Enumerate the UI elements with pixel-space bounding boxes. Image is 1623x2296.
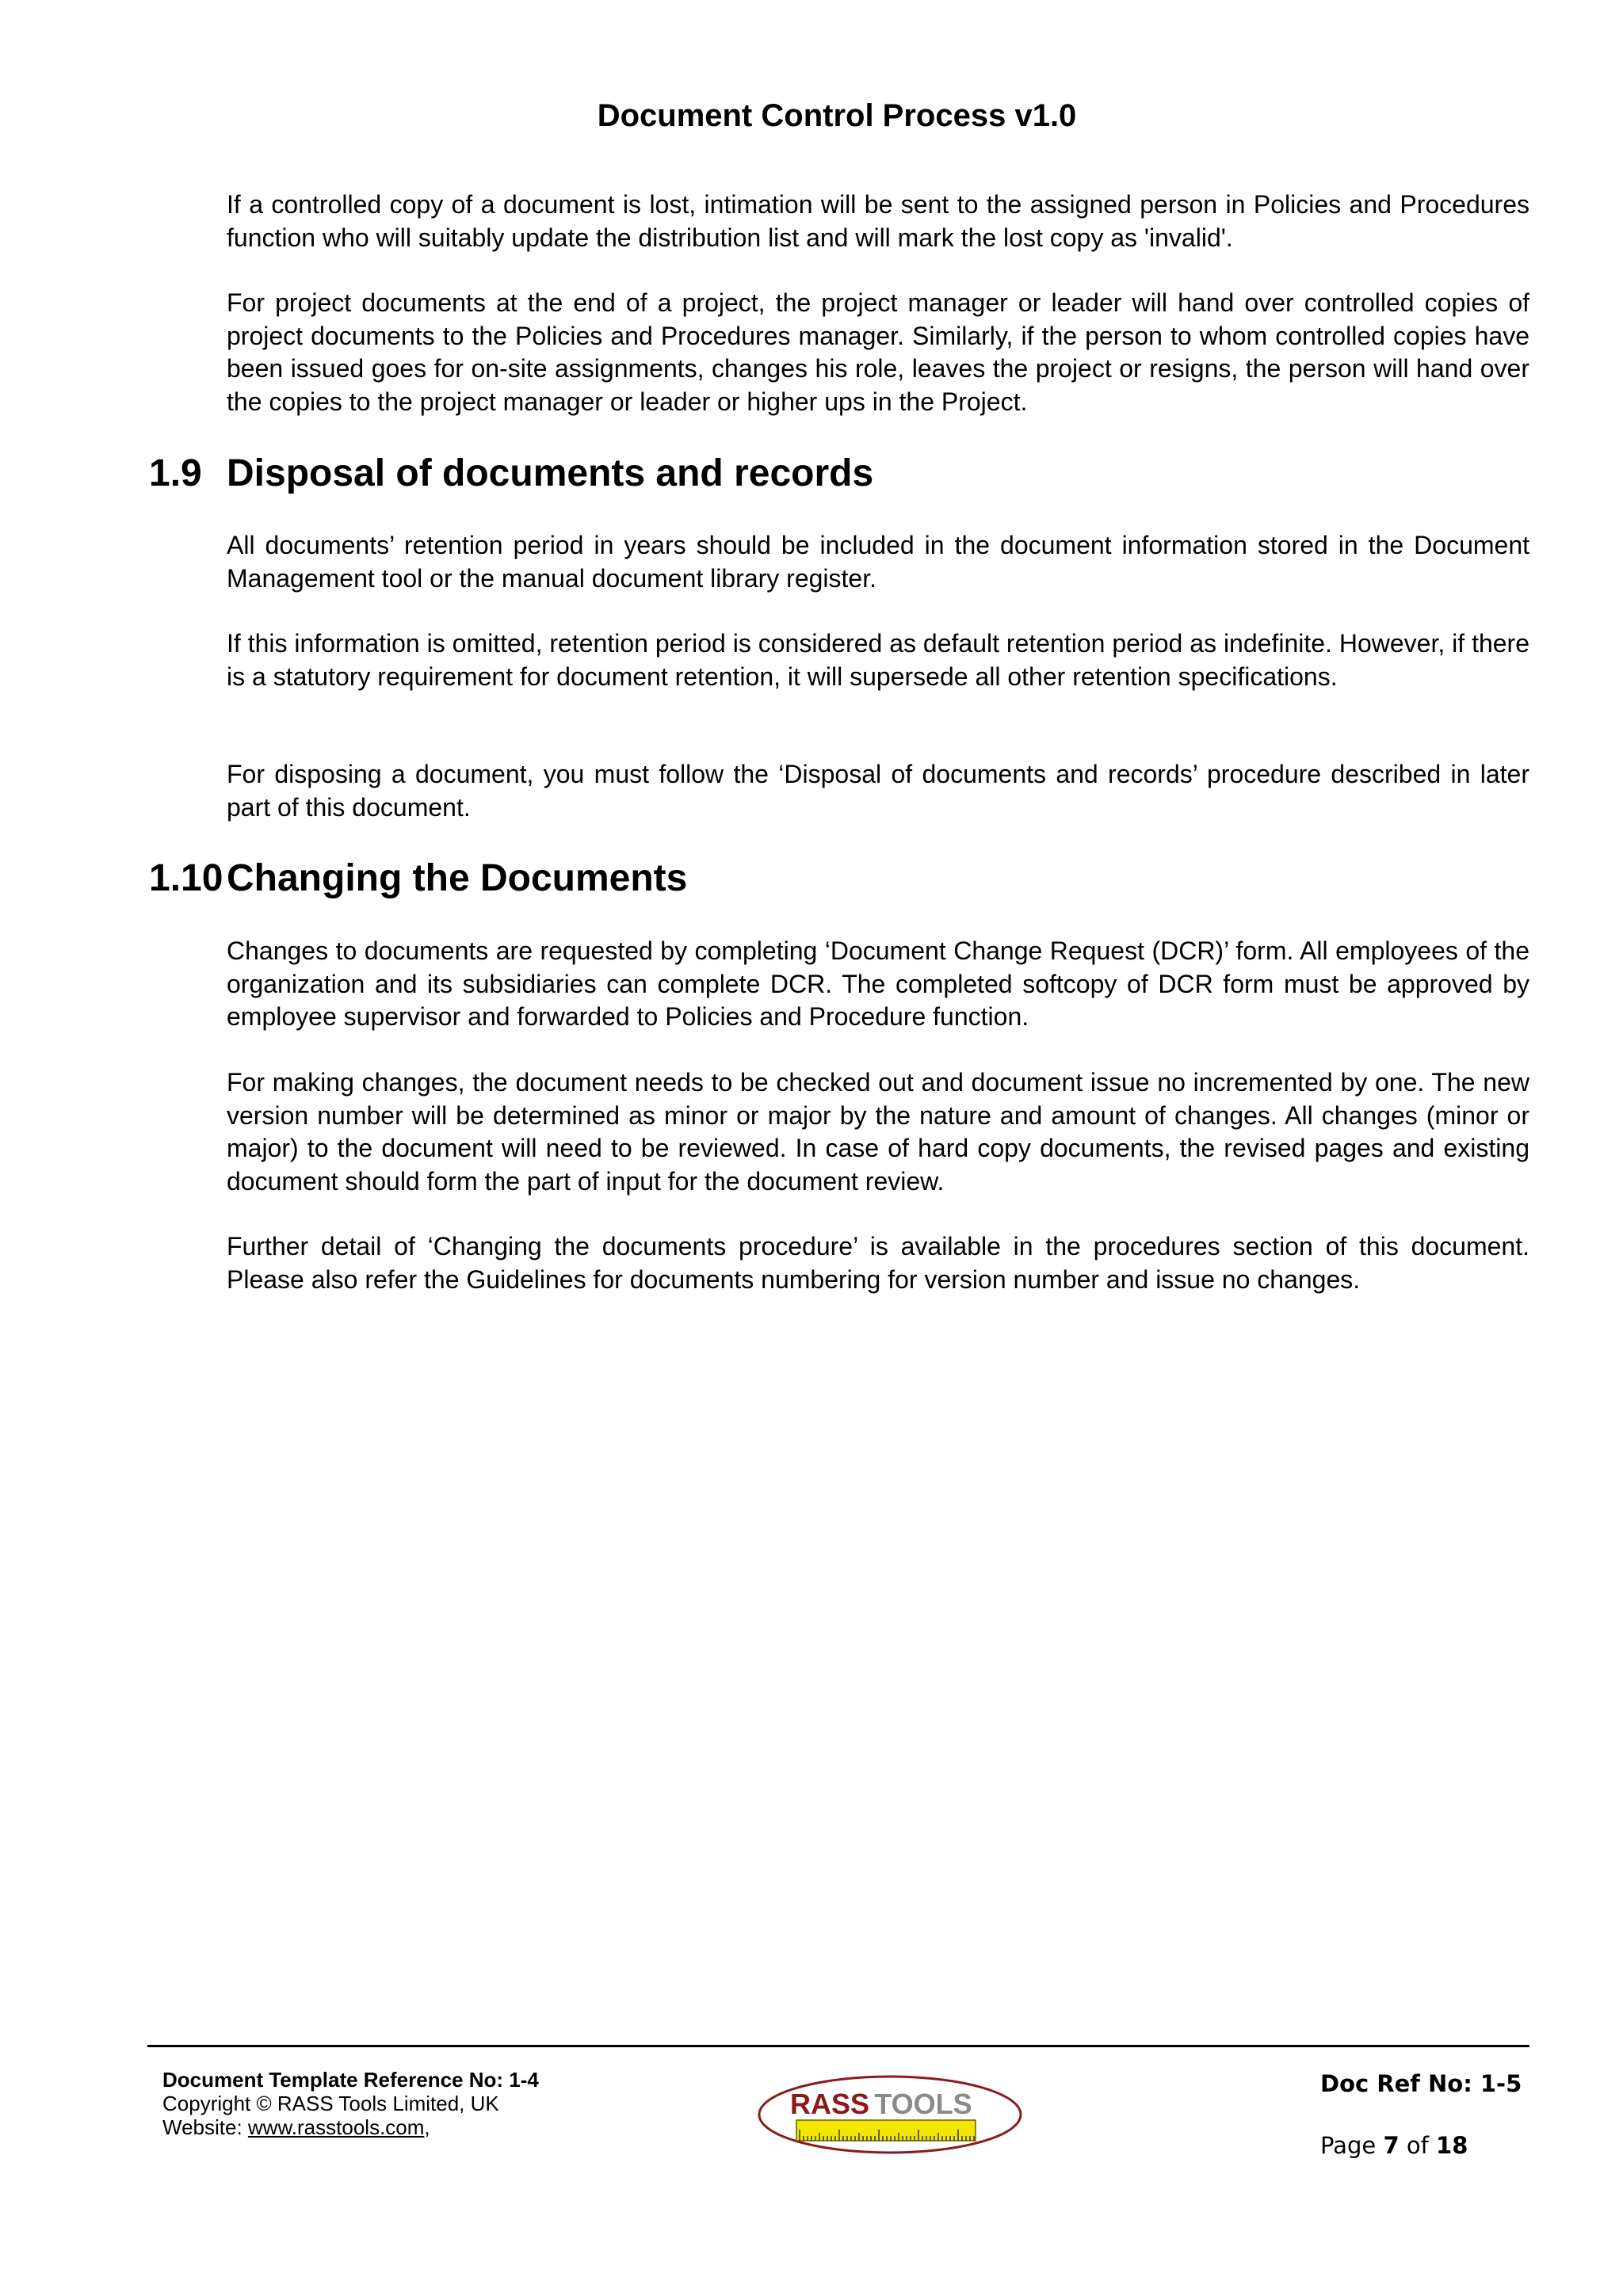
- section-1-9-paragraph-3: [227, 758, 1529, 824]
- footer-info: [162, 2068, 796, 2139]
- paragraph-text: For project documents at the end of a project, the project manager or leader will hand over controlled copies of project documents to the Policies and Procedures manager. Similarly, if the person to whom controlled copies have been issued goes for on-site assignments, changes his role, leaves the project or resigns, the person will hand over the copies to the project manager or leader or higher ups in the Project.: [227, 288, 1529, 416]
- section-1-10-paragraph-1: [227, 935, 1529, 1034]
- intro-paragraph-2: [227, 287, 1529, 418]
- paragraph-text: For disposing a document, you must follow the ‘Disposal of documents and records’ procedure described in later part of this document.: [227, 760, 1529, 822]
- section-number: 1.10: [149, 857, 223, 899]
- paragraph-text: For making changes, the document needs to be checked out and document issue no incremented by one. The new version number will be determined as minor or major by the nature and amount of changes. All changes (minor or major) to the document will need to be reviewed. In case of hard copy documents, the revised pages and existing document should form the part of input for the document review.: [227, 1068, 1529, 1196]
- paragraph-text: All documents’ retention period in years should be included in the document information stored in the Document Management tool or the manual document library register.: [227, 531, 1529, 593]
- page-of: of: [1399, 2132, 1437, 2159]
- paragraph-text: If this information is omitted, retention period is considered as default retention period as indefinite. However, if there is a statutory requirement for document retention, it will supersede all other retention specifications.: [227, 629, 1529, 691]
- section-number: 1.9: [149, 452, 202, 494]
- intro-paragraph-1: [227, 189, 1529, 254]
- section-title: Changing the Documents: [227, 857, 688, 899]
- page-total: 18: [1436, 2132, 1468, 2159]
- section-1-9-paragraph-1: [227, 529, 1529, 595]
- paragraph-text: Further detail of ‘Changing the documents procedure’ is available in the procedures section of this document. Please also refer the Guidelines for documents numbering for version number and issue no changes.: [227, 1232, 1529, 1294]
- page-number: [1320, 2131, 1558, 2160]
- website-label: Website:: [162, 2115, 248, 2139]
- page-current: 7: [1383, 2132, 1400, 2159]
- page-title: Document Control Process v1.0: [597, 98, 1077, 133]
- template-reference: Document Template Reference No: 1-4: [162, 2068, 539, 2092]
- doc-ref-number: Doc Ref No: 1-5: [1320, 2070, 1522, 2097]
- footer-divider: [147, 2045, 1529, 2047]
- page-label: Page: [1320, 2132, 1384, 2159]
- section-1-10-paragraph-2: [227, 1066, 1529, 1198]
- section-title: Disposal of documents and records: [227, 452, 874, 494]
- website-suffix: ,: [424, 2115, 430, 2139]
- website-line: [162, 2115, 796, 2139]
- section-1-10-paragraph-3: [227, 1230, 1529, 1296]
- section-heading-1-10: [149, 855, 1575, 902]
- copyright-text: Copyright © RASS Tools Limited, UK: [162, 2092, 499, 2115]
- logo-text-tools: TOOLS: [874, 2088, 972, 2120]
- paragraph-text: If a controlled copy of a document is lost, intimation will be sent to the assigned person in Policies and Procedures function who will suitably update the distribution list and will mark the lost copy as 'invalid'.: [227, 190, 1529, 252]
- section-heading-1-9: [149, 450, 1575, 498]
- paragraph-text: Changes to documents are requested by completing ‘Document Change Request (DCR)’ form. All employees of the organization and its subsidiaries can complete DCR. The completed softcopy of DCR form must be approved by employee supervisor and forwarded to Policies and Procedure function.: [227, 936, 1529, 1031]
- website-link[interactable]: www.rasstools.com: [247, 2115, 425, 2139]
- logo-text-rass: RASS: [789, 2088, 870, 2120]
- rass-tools-logo: [757, 2074, 1023, 2155]
- section-1-9-paragraph-2: [227, 627, 1529, 693]
